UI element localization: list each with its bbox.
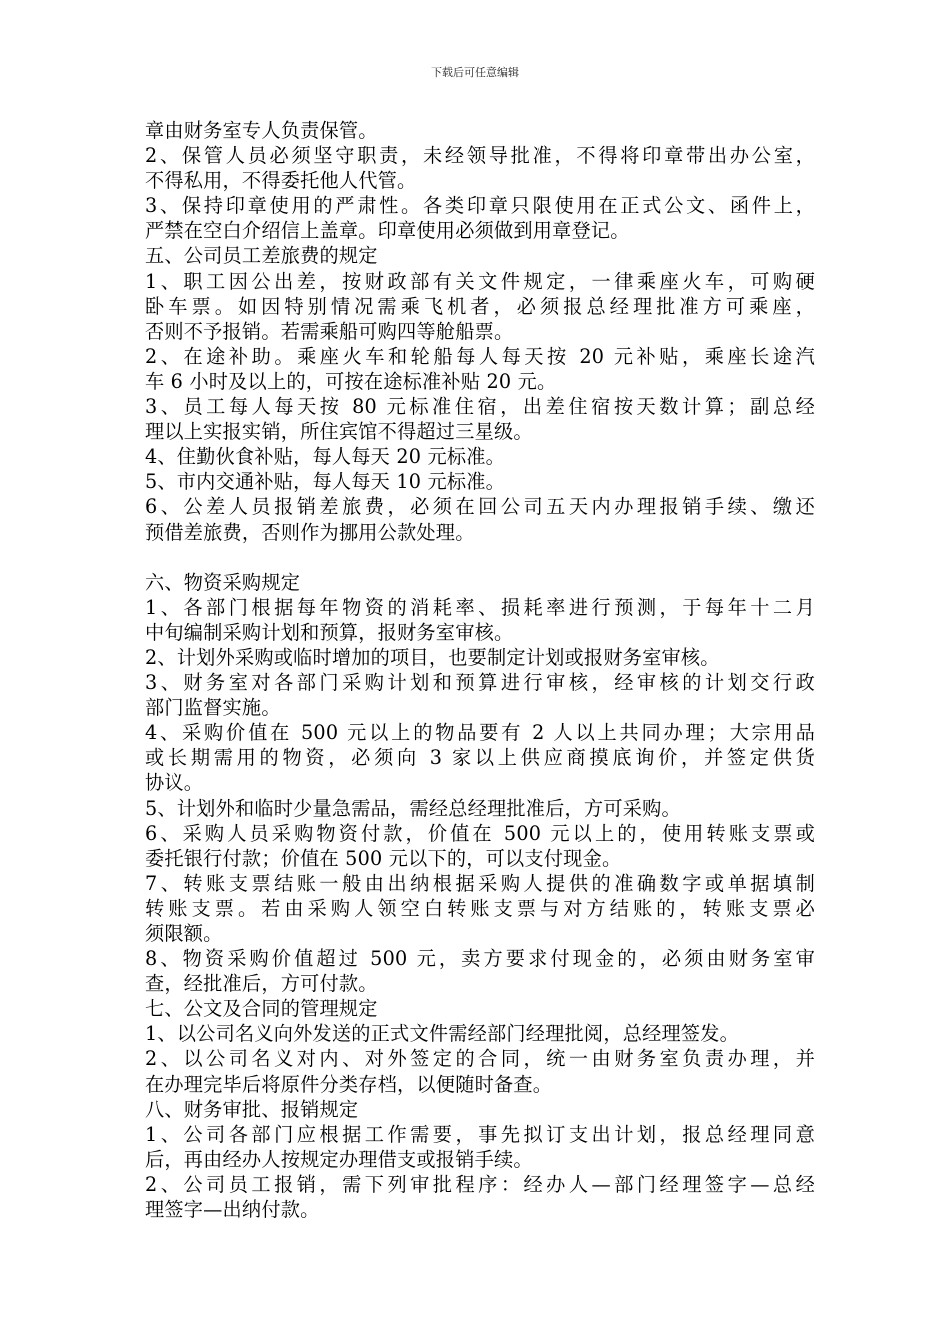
text-line: 1、职工因公出差，按财政部有关文件规定，一律乘座火车，可购硬 bbox=[145, 269, 815, 293]
text-line: 卧车票。如因特别情况需乘飞机者，必须报总经理批准方可乘座， bbox=[145, 294, 815, 318]
text-line: 2、在途补助。乘座火车和轮船每人每天按 20 元补贴，乘座长途汽 bbox=[145, 344, 815, 368]
text-line: 预借差旅费，否则作为挪用公款处理。 bbox=[145, 520, 475, 544]
text-line: 2、公司员工报销，需下列审批程序：经办人—部门经理签字—总经 bbox=[145, 1172, 815, 1196]
text-line: 6、公差人员报销差旅费，必须在回公司五天内办理报销手续、缴还 bbox=[145, 495, 815, 519]
text-line: 协议。 bbox=[145, 771, 204, 795]
text-line: 车 6 小时及以上的，可按在途标准补贴 20 元。 bbox=[145, 369, 557, 393]
text-line: 3、员工每人每天按 80 元标准住宿，出差住宿按天数计算；副总经 bbox=[145, 395, 815, 419]
section-heading: 七、公文及合同的管理规定 bbox=[145, 997, 378, 1021]
section-heading: 五、公司员工差旅费的规定 bbox=[145, 244, 378, 268]
text-line: 不得私用，不得委托他人代管。 bbox=[145, 169, 417, 193]
text-line: 在办理完毕后将原件分类存档，以便随时备查。 bbox=[145, 1072, 553, 1096]
text-line: 严禁在空白介绍信上盖章。印章使用必须做到用章登记。 bbox=[145, 219, 630, 243]
text-line: 理签字—出纳付款。 bbox=[145, 1198, 320, 1222]
text-line: 委托银行付款；价值在 500 元以下的，可以支付现金。 bbox=[145, 846, 622, 870]
text-line: 2、以公司名义对内、对外签定的合同，统一由财务室负责办理，并 bbox=[145, 1047, 815, 1071]
section-heading: 六、物资采购规定 bbox=[145, 570, 301, 594]
text-line: 8、物资采购价值超过 500 元，卖方要求付现金的，必须由财务室审 bbox=[145, 947, 815, 971]
text-line: 1、公司各部门应根据工作需要，事先拟订支出计划，报总经理同意 bbox=[145, 1122, 815, 1146]
text-line: 1、以公司名义向外发送的正式文件需经部门经理批阅，总经理签发。 bbox=[145, 1022, 740, 1046]
text-line: 理以上实报实销，所住宾馆不得超过三星级。 bbox=[145, 420, 533, 444]
text-line: 部门监督实施。 bbox=[145, 696, 281, 720]
blank-line bbox=[145, 545, 815, 570]
text-line: 5、市内交通补贴，每人每天 10 元标准。 bbox=[145, 470, 506, 494]
text-line: 否则不予报销。若需乘船可购四等舱船票。 bbox=[145, 319, 514, 343]
text-line: 章由财务室专人负责保管。 bbox=[145, 119, 378, 142]
page-header: 下载后可任意编辑 bbox=[431, 66, 519, 79]
document-body bbox=[145, 118, 815, 1222]
text-line: 中旬编制采购计划和预算，报财务室审核。 bbox=[145, 620, 514, 644]
text-line: 5、计划外和临时少量急需品，需经总经理批准后，方可采购。 bbox=[145, 796, 681, 820]
text-line: 2、计划外采购或临时增加的项目，也要制定计划或报财务室审核。 bbox=[145, 645, 720, 669]
text-line: 或长期需用的物资，必须向 3 家以上供应商摸底询价，并签定供货 bbox=[145, 746, 815, 770]
text-line: 3、保持印章使用的严肃性。各类印章只限使用在正式公文、函件上， bbox=[145, 194, 815, 218]
text-line: 4、住勤伙食补贴，每人每天 20 元标准。 bbox=[145, 445, 506, 469]
text-line: 7、转账支票结账一般由出纳根据采购人提供的准确数字或单据填制 bbox=[145, 871, 815, 895]
text-line: 6、采购人员采购物资付款，价值在 500 元以上的，使用转账支票或 bbox=[145, 821, 815, 845]
section-heading: 八、财务审批、报销规定 bbox=[145, 1097, 359, 1121]
text-line: 1、各部门根据每年物资的消耗率、损耗率进行预测，于每年十二月 bbox=[145, 595, 815, 619]
text-line: 须限额。 bbox=[145, 922, 223, 945]
text-line: 查，经批准后，方可付款。 bbox=[145, 972, 378, 996]
text-line: 4、采购价值在 500 元以上的物品要有 2 人以上共同办理；大宗用品 bbox=[145, 721, 815, 745]
text-line: 后，再由经办人按规定办理借支或报销手续。 bbox=[145, 1147, 533, 1171]
text-line: 3、财务室对各部门采购计划和预算进行审核，经审核的计划交行政 bbox=[145, 671, 815, 695]
text-line: 2、保管人员必须坚守职责，未经领导批准，不得将印章带出办公室， bbox=[145, 144, 815, 168]
text-line: 转账支票。若由采购人领空白转账支票与对方结账的，转账支票必 bbox=[145, 896, 815, 920]
